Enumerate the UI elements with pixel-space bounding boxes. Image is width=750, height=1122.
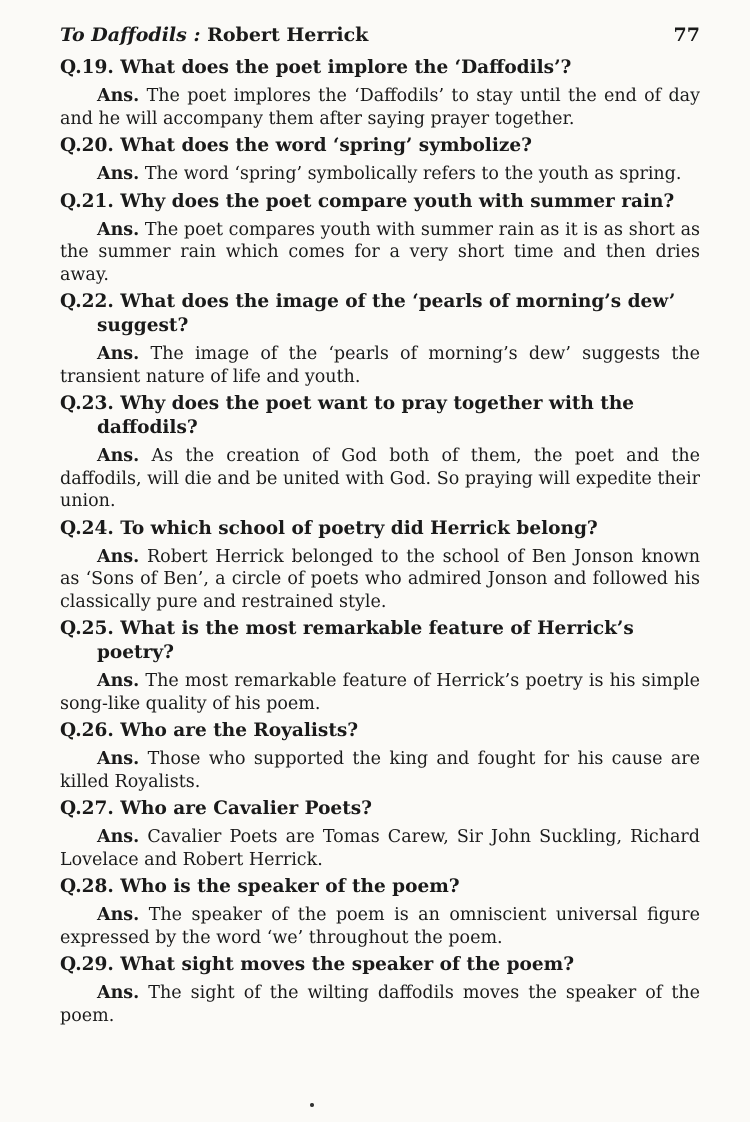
question: Q.25. What is the most remarkable feature of Herrick’s poetry? <box>60 618 634 663</box>
answer-label: Ans. <box>97 983 140 1003</box>
running-header <box>60 24 700 54</box>
answer <box>60 982 700 1027</box>
answer-label: Ans. <box>97 546 140 567</box>
page-number: 77 <box>673 24 700 46</box>
answer-label: Ans. <box>97 749 140 769</box>
answer-text: The speaker of the poem is an omniscient universal figure expressed by the word ‘we’ throughout the poem. <box>60 905 700 948</box>
qa-block <box>60 56 700 130</box>
answer-text: The poet compares youth with summer rain as it is as short as the summer rain which comes for a very short time and then dries away. <box>60 219 700 285</box>
qa-block <box>60 875 700 949</box>
question: Q.24. To which school of poetry did Herrick belong? <box>60 517 598 539</box>
question: Q.28. Who is the speaker of the poem? <box>60 876 460 897</box>
answer <box>60 163 700 186</box>
answer-text: The image of the ‘pearls of morning’s dew’ suggests the transient nature of life and youth. <box>60 344 700 387</box>
answer-label: Ans. <box>97 905 140 925</box>
answer <box>60 219 700 287</box>
page <box>60 24 700 1031</box>
answer-label: Ans. <box>97 671 140 691</box>
answer-text: The word ‘spring’ symbolically refers to the youth as spring. <box>144 164 682 184</box>
answer-text: Cavalier Poets are Tomas Carew, Sir John Suckling, Richard Lovelace and Robert Herrick. <box>60 827 700 870</box>
question: Q.21. Why does the poet compare youth with summer rain? <box>60 190 675 212</box>
answer-text: As the creation of God both of them, the poet and the daffodils, will die and be united with God. So praying will expedite their union. <box>60 446 700 511</box>
running-title <box>60 24 368 46</box>
question: Q.23. Why does the poet want to pray together with the daffodils? <box>60 393 635 438</box>
qa-block <box>60 719 700 793</box>
question: Q.29. What sight moves the speaker of the poem? <box>60 954 575 975</box>
answer <box>60 445 700 513</box>
qa-list <box>60 56 700 1027</box>
question: Q.19. What does the poet implore the ‘Daffodils’? <box>60 57 572 78</box>
answer-text: The sight of the wilting daffodils moves the speaker of the poem. <box>60 983 700 1026</box>
question: Q.26. Who are the Royalists? <box>60 720 359 741</box>
question: Q.27. Who are Cavalier Poets? <box>60 798 372 819</box>
answer <box>60 546 700 614</box>
answer-label: Ans. <box>97 219 140 240</box>
answer-label: Ans. <box>97 446 140 466</box>
answer-label: Ans. <box>97 827 140 847</box>
qa-block <box>60 134 700 186</box>
title-author: Robert Herrick <box>207 24 369 46</box>
answer <box>60 904 700 949</box>
answer <box>60 826 700 871</box>
page-mark <box>310 1103 314 1107</box>
answer <box>60 85 700 130</box>
qa-block <box>60 290 700 388</box>
answer-label: Ans. <box>97 164 140 184</box>
question: Q.22. What does the image of the ‘pearls of morning’s dew’ suggest? <box>60 291 676 336</box>
answer-text: The poet implores the ‘Daffodils’ to stay until the end of day and he will accompany them after saying prayer together. <box>60 86 700 129</box>
qa-block <box>60 392 700 513</box>
qa-block <box>60 190 700 287</box>
answer-text: Those who supported the king and fought for his cause are killed Royalists. <box>60 749 700 792</box>
qa-block <box>60 953 700 1027</box>
answer <box>60 343 700 388</box>
answer <box>60 670 700 715</box>
answer-label: Ans. <box>97 86 140 106</box>
qa-block <box>60 617 700 715</box>
title-italic: To Daffodils : <box>60 24 208 46</box>
answer-label: Ans. <box>97 344 140 364</box>
answer <box>60 748 700 793</box>
answer-text: The most remarkable feature of Herrick’s poetry is his simple song-like quality of his poem. <box>60 671 700 714</box>
qa-block <box>60 797 700 871</box>
qa-block <box>60 517 700 614</box>
answer-text: Robert Herrick belonged to the school of Ben Jonson known as ‘Sons of Ben’, a circle of poets who admired Jonson and followed his classically pure and restrained style. <box>60 546 700 612</box>
question: Q.20. What does the word ‘spring’ symbolize? <box>60 135 532 156</box>
